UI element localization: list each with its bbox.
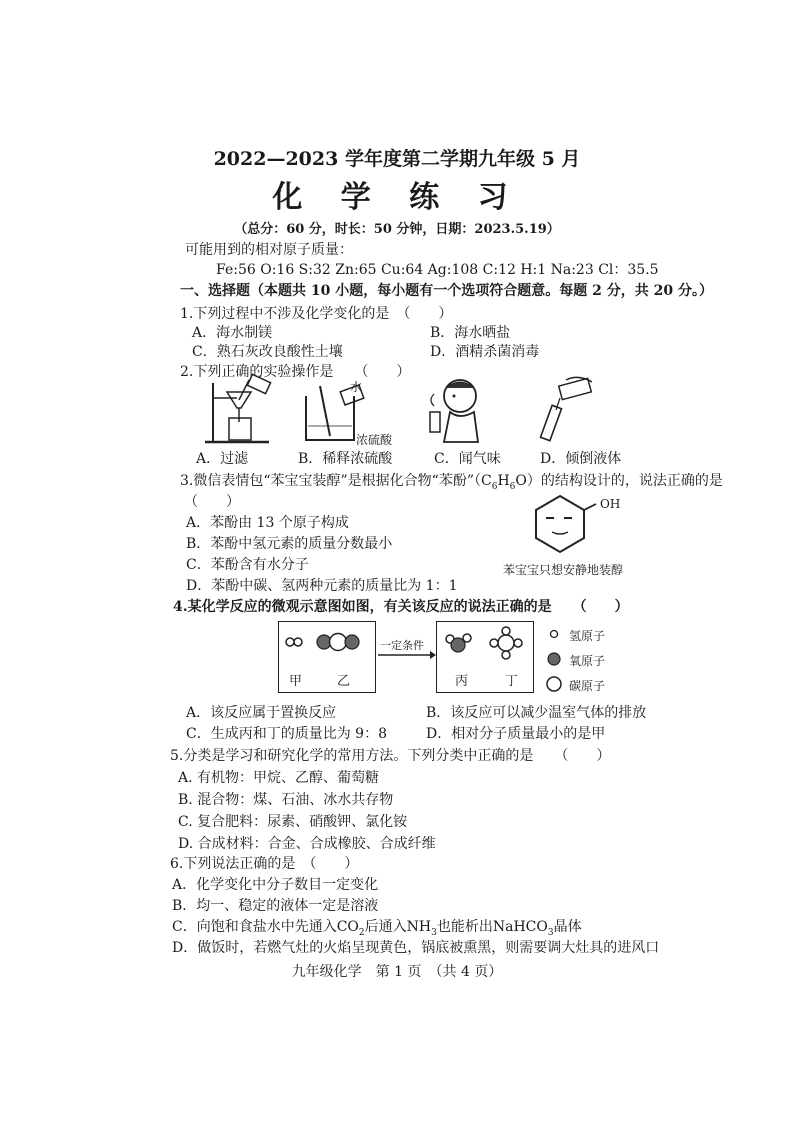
q1-stem: 1.下列过程中不涉及化学变化的是 （ ） (180, 306, 453, 322)
pouring-figure (530, 378, 600, 444)
exam-subtitle: 化 学 练 习 (272, 180, 522, 215)
mass-intro: 可能用到的相对原子质量： (185, 242, 353, 258)
q4-option-a: A．该反应属于置换反应 (186, 705, 337, 721)
page-footer: 九年级化学 第 1 页 （共 4 页） (291, 964, 503, 980)
q1-option-c: C．熟石灰改良酸性土壤 (192, 344, 343, 360)
q4-option-c: C．生成丙和丁的质量比为 9：8 (186, 726, 387, 742)
q4-stem: 4.某化学反应的微观示意图如图，有关该反应的说法正确的是 （ ） (173, 599, 629, 615)
q6-option-b: B．均一、稳定的液体一定是溶液 (172, 898, 379, 914)
q3-option-c: C．苯酚含有水分子 (186, 557, 309, 573)
label-yi: 乙 (337, 674, 351, 689)
q5-option-d: D. 合成材料：合金、合成橡胶、合成纤维 (178, 836, 436, 852)
smelling-figure (420, 376, 490, 444)
acid-label: 浓硫酸 (356, 433, 393, 447)
q6-c-part2: 后通入NH (364, 919, 432, 935)
q6-c-sub-2: 2 (358, 927, 365, 938)
q2-option-d: D．倾倒液体 (540, 451, 622, 467)
q1-option-a: A．海水制镁 (192, 325, 273, 341)
exam-title: 2022—2023 学年度第二学期九年级 5 月 (213, 148, 581, 170)
q5-stem: 5.分类是学习和研究化学的常用方法。下列分类中正确的是 （ ） (170, 748, 611, 764)
q6-c-part3: 也能析出NaHCO (436, 919, 548, 935)
reactant-molecules (282, 625, 372, 665)
q5-option-c: C. 复合肥料：尿素、硝酸钾、氯化铵 (178, 814, 408, 830)
q3-option-a: A．苯酚由 13 个原子构成 (186, 515, 349, 531)
oh-label: OH (600, 497, 621, 511)
label-ding: 丁 (505, 674, 519, 689)
q2-option-c: C．闻气味 (434, 451, 501, 467)
section-heading: 一、选择题（本题共 10 小题，每小题有一个选项符合题意。每题 2 分，共 20 分。） (180, 283, 713, 299)
q1-option-d: D．酒精杀菌消毒 (430, 344, 540, 360)
legend-hydrogen: 氢原子 (569, 629, 606, 643)
product-molecules (440, 625, 530, 665)
q3-stem-part2: O）的结构设计的，说法正确的是 (515, 473, 723, 489)
phenol-face-figure (532, 494, 602, 558)
q6-c-part4: 晶体 (553, 919, 582, 935)
q2-stem: 2.下列正确的实验操作是 （ ） (180, 364, 411, 380)
phenol-caption: 苯宝宝只想安静地装醇 (503, 563, 624, 577)
reaction-condition: 一定条件 (380, 639, 424, 652)
q4-option-b: B．该反应可以减少温室气体的排放 (426, 705, 647, 721)
q3-option-d: D．苯酚中碳、氢两种元素的质量比为 1：1 (186, 578, 458, 594)
q4-option-d: D．相对分子质量最小的是甲 (426, 726, 606, 742)
label-bing: 丙 (455, 674, 469, 689)
q5-option-b: B. 混合物：煤、石油、冰水共存物 (178, 792, 394, 808)
q2-option-b: B．稀释浓硫酸 (298, 451, 393, 467)
q6-stem: 6.下列说法正确的是 （ ） (170, 856, 359, 872)
label-jia: 甲 (289, 674, 303, 689)
q3-sub-6b: 6 (509, 481, 516, 492)
mass-values: Fe:56 O:16 S:32 Zn:65 Cu:64 Ag:108 C:12 H:1 Na:23 Cl：35.5 (216, 262, 659, 278)
q6-c-sub-3b: 3 (547, 927, 554, 938)
q6-option-a: A．化学变化中分子数目一定变化 (172, 877, 379, 893)
q3-stem-h: H (497, 473, 510, 489)
q3-sub-6a: 6 (491, 481, 498, 492)
q3-stem (180, 470, 723, 492)
q5-option-a: A. 有机物：甲烷、乙醇、葡萄糖 (178, 770, 380, 786)
q6-c-part1: C．向饱和食盐水中先通入CO (172, 919, 359, 935)
exam-meta: （总分：60 分，时长：50 分钟，日期：2023.5.19） (234, 222, 560, 237)
q3-option-b: B．苯酚中氢元素的质量分数最小 (186, 536, 393, 552)
q2-option-a: A．过滤 (196, 451, 249, 467)
legend-oxygen: 氧原子 (569, 654, 606, 668)
q6-option-d: D．做饭时，若燃气灶的火焰呈现黄色，锅底被熏黑，则需要调大灶具的进风口 (172, 940, 660, 956)
legend-carbon: 碳原子 (569, 679, 606, 693)
q6-c-sub-3: 3 (431, 927, 437, 938)
q3-paren: （ ） (184, 494, 240, 510)
legend-symbols (544, 626, 566, 692)
q1-option-b: B．海水晒盐 (430, 325, 511, 341)
q3-stem-part1: 3.微信表情包“苯宝宝装醇”是根据化合物“苯酚”（C (180, 473, 492, 489)
q6-option-c (172, 916, 582, 938)
water-label: 水 (350, 380, 363, 394)
filtration-figure (205, 378, 275, 446)
